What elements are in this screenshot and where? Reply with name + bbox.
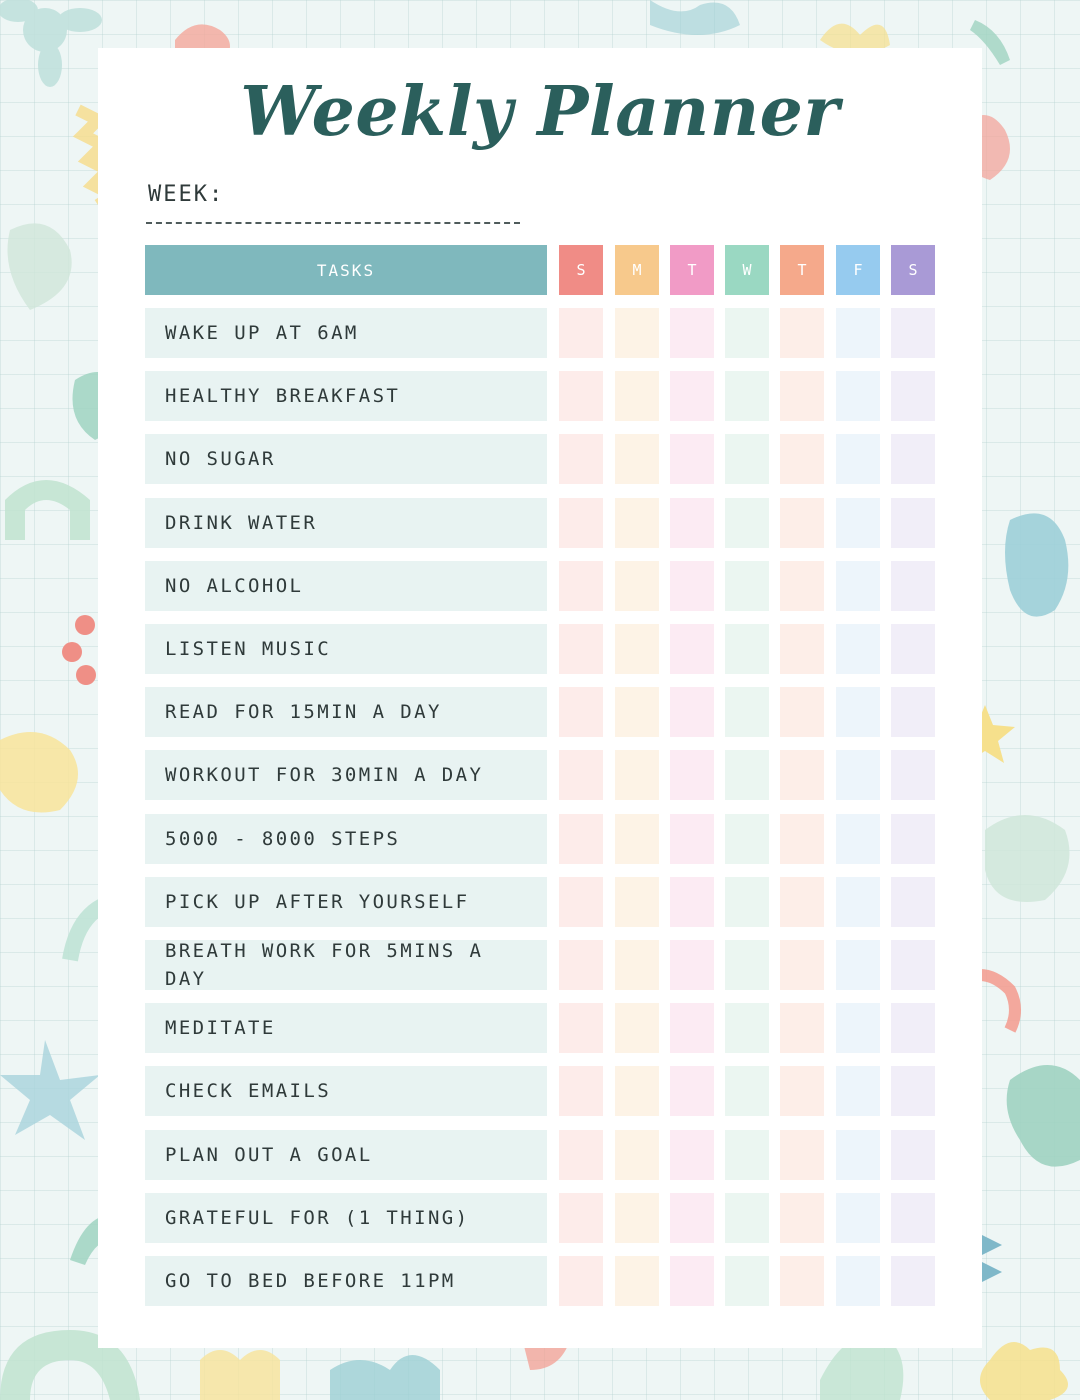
page-title: Weekly Planner xyxy=(240,72,840,152)
checkbox-cell-tuesday[interactable] xyxy=(670,940,714,990)
checkbox-cell-saturday[interactable] xyxy=(891,687,935,737)
leaf-icon xyxy=(200,1350,280,1400)
task-row: GRATEFUL FOR (1 THING) xyxy=(145,1193,547,1243)
checkbox-cell-tuesday[interactable] xyxy=(670,687,714,737)
checkbox-cell-friday[interactable] xyxy=(836,308,880,358)
checkbox-cell-monday[interactable] xyxy=(615,750,659,800)
checkbox-cell-wednesday[interactable] xyxy=(725,940,769,990)
task-row: WAKE UP AT 6AM xyxy=(145,308,547,358)
checkbox-cell-friday[interactable] xyxy=(836,371,880,421)
checkbox-cell-sunday[interactable] xyxy=(559,750,603,800)
leaf-icon xyxy=(1007,1065,1080,1167)
checkbox-cell-friday[interactable] xyxy=(836,1256,880,1306)
checkbox-cell-wednesday[interactable] xyxy=(725,1066,769,1116)
leaf-icon xyxy=(330,1355,440,1400)
checkbox-cell-sunday[interactable] xyxy=(559,624,603,674)
leaf-icon xyxy=(0,732,78,813)
checkbox-cell-tuesday[interactable] xyxy=(670,1130,714,1180)
checkbox-cell-monday[interactable] xyxy=(615,877,659,927)
checkbox-cell-wednesday[interactable] xyxy=(725,1003,769,1053)
checkbox-cell-friday[interactable] xyxy=(836,561,880,611)
checkbox-cell-tuesday[interactable] xyxy=(670,1193,714,1243)
checkbox-cell-wednesday[interactable] xyxy=(725,1193,769,1243)
checkbox-cell-tuesday[interactable] xyxy=(670,1066,714,1116)
checkbox-cell-monday[interactable] xyxy=(615,940,659,990)
checkbox-cell-sunday[interactable] xyxy=(559,1130,603,1180)
checkbox-cell-tuesday[interactable] xyxy=(670,434,714,484)
checkbox-cell-friday[interactable] xyxy=(836,1130,880,1180)
task-row: NO ALCOHOL xyxy=(145,561,547,611)
checkbox-cell-friday[interactable] xyxy=(836,940,880,990)
tasks-column-header: TASKS xyxy=(145,245,547,295)
checkbox-cell-tuesday[interactable] xyxy=(670,498,714,548)
checkbox-cell-thursday[interactable] xyxy=(780,498,824,548)
checkbox-cell-thursday[interactable] xyxy=(780,1003,824,1053)
checkbox-cell-saturday[interactable] xyxy=(891,1130,935,1180)
checkbox-cell-friday[interactable] xyxy=(836,750,880,800)
checkbox-cell-wednesday[interactable] xyxy=(725,877,769,927)
checkbox-cell-monday[interactable] xyxy=(615,1130,659,1180)
checkbox-cell-wednesday[interactable] xyxy=(725,371,769,421)
checkbox-cell-monday[interactable] xyxy=(615,371,659,421)
checkbox-cell-sunday[interactable] xyxy=(559,1193,603,1243)
task-row: HEALTHY BREAKFAST xyxy=(145,371,547,421)
checkbox-cell-saturday[interactable] xyxy=(891,877,935,927)
starfish-icon xyxy=(0,1040,100,1140)
checkbox-cell-monday[interactable] xyxy=(615,1193,659,1243)
checkbox-cell-monday[interactable] xyxy=(615,434,659,484)
checkbox-cell-sunday[interactable] xyxy=(559,1066,603,1116)
checkbox-cell-sunday[interactable] xyxy=(559,561,603,611)
task-row: BREATH WORK FOR 5MINS A DAY xyxy=(145,940,547,990)
checkbox-cell-friday[interactable] xyxy=(836,1193,880,1243)
checkbox-cell-thursday[interactable] xyxy=(780,814,824,864)
berries-icon xyxy=(62,615,96,685)
checkbox-cell-friday[interactable] xyxy=(836,687,880,737)
checkbox-cell-monday[interactable] xyxy=(615,498,659,548)
checkbox-cell-thursday[interactable] xyxy=(780,1130,824,1180)
day-header-thursday: T xyxy=(780,245,824,295)
checkbox-cell-sunday[interactable] xyxy=(559,877,603,927)
checkbox-cell-friday[interactable] xyxy=(836,1066,880,1116)
checkbox-cell-sunday[interactable] xyxy=(559,1003,603,1053)
task-row: DRINK WATER xyxy=(145,498,547,548)
week-label: WEEK: xyxy=(148,182,225,207)
week-input-line[interactable] xyxy=(146,222,520,224)
checkbox-cell-saturday[interactable] xyxy=(891,1193,935,1243)
checkbox-cell-tuesday[interactable] xyxy=(670,371,714,421)
checkbox-cell-thursday[interactable] xyxy=(780,1066,824,1116)
checkbox-cell-tuesday[interactable] xyxy=(670,624,714,674)
checkbox-cell-tuesday[interactable] xyxy=(670,1256,714,1306)
checkbox-cell-saturday[interactable] xyxy=(891,371,935,421)
checkbox-cell-thursday[interactable] xyxy=(780,434,824,484)
checkbox-cell-friday[interactable] xyxy=(836,624,880,674)
task-row: MEDITATE xyxy=(145,1003,547,1053)
checkbox-cell-thursday[interactable] xyxy=(780,877,824,927)
checkbox-cell-saturday[interactable] xyxy=(891,1256,935,1306)
checkbox-cell-monday[interactable] xyxy=(615,687,659,737)
task-row: NO SUGAR xyxy=(145,434,547,484)
checkbox-cell-sunday[interactable] xyxy=(559,434,603,484)
checkbox-cell-tuesday[interactable] xyxy=(670,308,714,358)
checkbox-cell-thursday[interactable] xyxy=(780,1256,824,1306)
checkbox-cell-thursday[interactable] xyxy=(780,371,824,421)
checkbox-cell-tuesday[interactable] xyxy=(670,814,714,864)
checkbox-cell-saturday[interactable] xyxy=(891,814,935,864)
checkbox-cell-sunday[interactable] xyxy=(559,1256,603,1306)
checkbox-cell-friday[interactable] xyxy=(836,814,880,864)
checkbox-cell-tuesday[interactable] xyxy=(670,1003,714,1053)
blob-icon xyxy=(1005,513,1068,616)
task-row: GO TO BED BEFORE 11PM xyxy=(145,1256,547,1306)
checkbox-cell-saturday[interactable] xyxy=(891,624,935,674)
day-header-wednesday: W xyxy=(725,245,769,295)
checkbox-cell-wednesday[interactable] xyxy=(725,750,769,800)
day-header-friday: F xyxy=(836,245,880,295)
checkbox-cell-wednesday[interactable] xyxy=(725,308,769,358)
flower-icon xyxy=(980,1342,1068,1400)
checkbox-cell-wednesday[interactable] xyxy=(725,561,769,611)
checkbox-cell-friday[interactable] xyxy=(836,498,880,548)
checkbox-cell-wednesday[interactable] xyxy=(725,434,769,484)
task-row: READ FOR 15MIN A DAY xyxy=(145,687,547,737)
task-row: CHECK EMAILS xyxy=(145,1066,547,1116)
checkbox-cell-wednesday[interactable] xyxy=(725,687,769,737)
day-header-saturday: S xyxy=(891,245,935,295)
day-header-monday: M xyxy=(615,245,659,295)
checkbox-cell-thursday[interactable] xyxy=(780,687,824,737)
checkbox-cell-saturday[interactable] xyxy=(891,434,935,484)
checkbox-cell-wednesday[interactable] xyxy=(725,498,769,548)
checkbox-cell-monday[interactable] xyxy=(615,1066,659,1116)
checkbox-cell-monday[interactable] xyxy=(615,624,659,674)
checkbox-cell-sunday[interactable] xyxy=(559,498,603,548)
checkbox-cell-wednesday[interactable] xyxy=(725,624,769,674)
checkbox-cell-thursday[interactable] xyxy=(780,561,824,611)
checkbox-cell-wednesday[interactable] xyxy=(725,1130,769,1180)
checkbox-cell-wednesday[interactable] xyxy=(725,1256,769,1306)
checkbox-cell-saturday[interactable] xyxy=(891,308,935,358)
task-row: PLAN OUT A GOAL xyxy=(145,1130,547,1180)
checkbox-cell-thursday[interactable] xyxy=(780,1193,824,1243)
leaf-icon xyxy=(985,815,1070,902)
checkbox-cell-thursday[interactable] xyxy=(780,940,824,990)
checkbox-cell-sunday[interactable] xyxy=(559,687,603,737)
checkbox-cell-sunday[interactable] xyxy=(559,371,603,421)
checkbox-cell-saturday[interactable] xyxy=(891,750,935,800)
day-header-tuesday: T xyxy=(670,245,714,295)
checkbox-cell-friday[interactable] xyxy=(836,1003,880,1053)
checkbox-cell-tuesday[interactable] xyxy=(670,877,714,927)
checkbox-cell-tuesday[interactable] xyxy=(670,561,714,611)
day-header-sunday: S xyxy=(559,245,603,295)
triangles-icon xyxy=(982,1235,1002,1282)
checkbox-cell-wednesday[interactable] xyxy=(725,814,769,864)
checkbox-cell-saturday[interactable] xyxy=(891,498,935,548)
checkbox-cell-saturday[interactable] xyxy=(891,940,935,990)
checkbox-cell-sunday[interactable] xyxy=(559,940,603,990)
leaf-icon xyxy=(650,0,740,35)
task-row: PICK UP AFTER YOURSELF xyxy=(145,877,547,927)
checkbox-cell-tuesday[interactable] xyxy=(670,750,714,800)
checkbox-cell-friday[interactable] xyxy=(836,434,880,484)
checkbox-cell-thursday[interactable] xyxy=(780,308,824,358)
checkbox-cell-thursday[interactable] xyxy=(780,624,824,674)
leaf-icon xyxy=(8,223,72,310)
checkbox-cell-monday[interactable] xyxy=(615,814,659,864)
checkbox-cell-monday[interactable] xyxy=(615,1003,659,1053)
checkbox-cell-monday[interactable] xyxy=(615,308,659,358)
checkbox-cell-thursday[interactable] xyxy=(780,750,824,800)
task-row: WORKOUT FOR 30MIN A DAY xyxy=(145,750,547,800)
checkbox-cell-sunday[interactable] xyxy=(559,814,603,864)
arch-icon xyxy=(5,480,90,540)
checkbox-cell-monday[interactable] xyxy=(615,1256,659,1306)
checkbox-cell-saturday[interactable] xyxy=(891,1066,935,1116)
checkbox-cell-monday[interactable] xyxy=(615,561,659,611)
checkbox-cell-saturday[interactable] xyxy=(891,561,935,611)
task-row: LISTEN MUSIC xyxy=(145,624,547,674)
checkbox-cell-sunday[interactable] xyxy=(559,308,603,358)
checkbox-cell-friday[interactable] xyxy=(836,877,880,927)
task-row: 5000 - 8000 STEPS xyxy=(145,814,547,864)
checkbox-cell-saturday[interactable] xyxy=(891,1003,935,1053)
